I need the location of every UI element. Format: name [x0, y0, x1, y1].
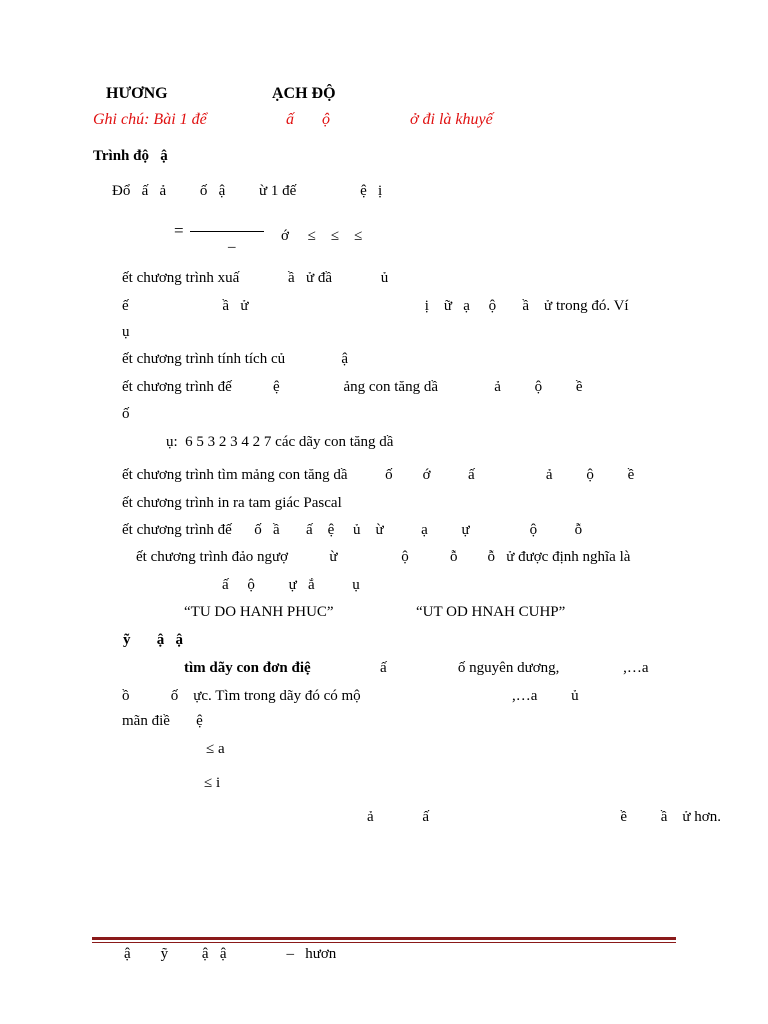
section-heading-skills: ỹ ậ ậ — [123, 632, 183, 648]
exercise-line: ết chương trình đế ố ầ ấ ệ ủ ừ ạ ự ộ ỗ — [122, 522, 583, 538]
exercise-line: ết chương trình in ra tam giác Pascal — [122, 495, 342, 511]
note-end: ở đi là khuyế — [410, 111, 493, 128]
section-heading-level: Trình độ ậ — [93, 148, 168, 164]
task-text-line2-end: ,…a ủ — [512, 688, 579, 704]
formula-fraction-bar — [190, 231, 264, 232]
note-mid-1: ấ — [286, 111, 294, 128]
note-prefix: Ghi chú: Bài 1 để — [93, 111, 207, 128]
condition-2: ≤ i — [204, 775, 221, 791]
exercise-line: ế ầ ử ị ữ ạ ộ ầ ử trong đó. Ví — [122, 298, 629, 314]
note-mid-2: ộ — [322, 111, 330, 128]
exercise-line: ết chương trình đảo ngượ ừ ộ ỗ ỗ ử được định nghĩa là — [136, 549, 631, 565]
task-text: ấ ố nguyên dương, ,…a — [380, 660, 649, 676]
exercise-line: ết chương trình tìm mảng con tăng dầ ố ớ ấ ả ộ ề — [122, 467, 635, 483]
exercise-line: ụ — [122, 324, 130, 340]
formula-condition: ớ ≤ ≤ ≤ — [281, 228, 363, 244]
task-text-line3: mãn điề ệ — [122, 713, 203, 729]
footer-rule-thin — [92, 942, 676, 943]
exercise-line: ụ: 6 5 3 2 3 4 2 7 các dãy con tăng dầ — [166, 434, 394, 450]
formula-equals: = — [174, 221, 184, 240]
task-text-line2: ồ ố ực. Tìm trong dãy đó có mộ — [122, 688, 361, 704]
exercise-line: ết chương trình tính tích củ ậ — [122, 351, 349, 367]
task-closing-line: ả ấ ề ầ ử hơn. — [367, 809, 721, 825]
footer-rule-thick — [92, 937, 676, 940]
condition-1: ≤ a — [206, 741, 225, 757]
task-title: tìm dãy con đơn điệ — [184, 660, 311, 676]
example-output: “UT OD HNAH CUHP” — [416, 604, 566, 620]
section-intro: Đổ ấ ả ố ậ ừ 1 đế ệ ị — [112, 183, 383, 199]
doc-title-right: ẠCH ĐỘ — [272, 85, 336, 102]
exercise-line: ấ ộ ự ắ ụ — [222, 577, 360, 593]
exercise-line: ết chương trình xuấ ầ ử đầ ủ — [122, 270, 389, 286]
doc-title-left: HƯƠNG — [106, 85, 168, 102]
example-input: “TU DO HANH PHUC” — [184, 604, 334, 620]
footer-text: ậ ỹ ậ ậ – hươn — [124, 946, 337, 962]
formula-minus: _ — [228, 234, 236, 250]
exercise-line: ết chương trình đế ệ ảng con tăng dầ ả ộ ề — [122, 379, 583, 395]
exercise-line: ố — [122, 406, 130, 422]
